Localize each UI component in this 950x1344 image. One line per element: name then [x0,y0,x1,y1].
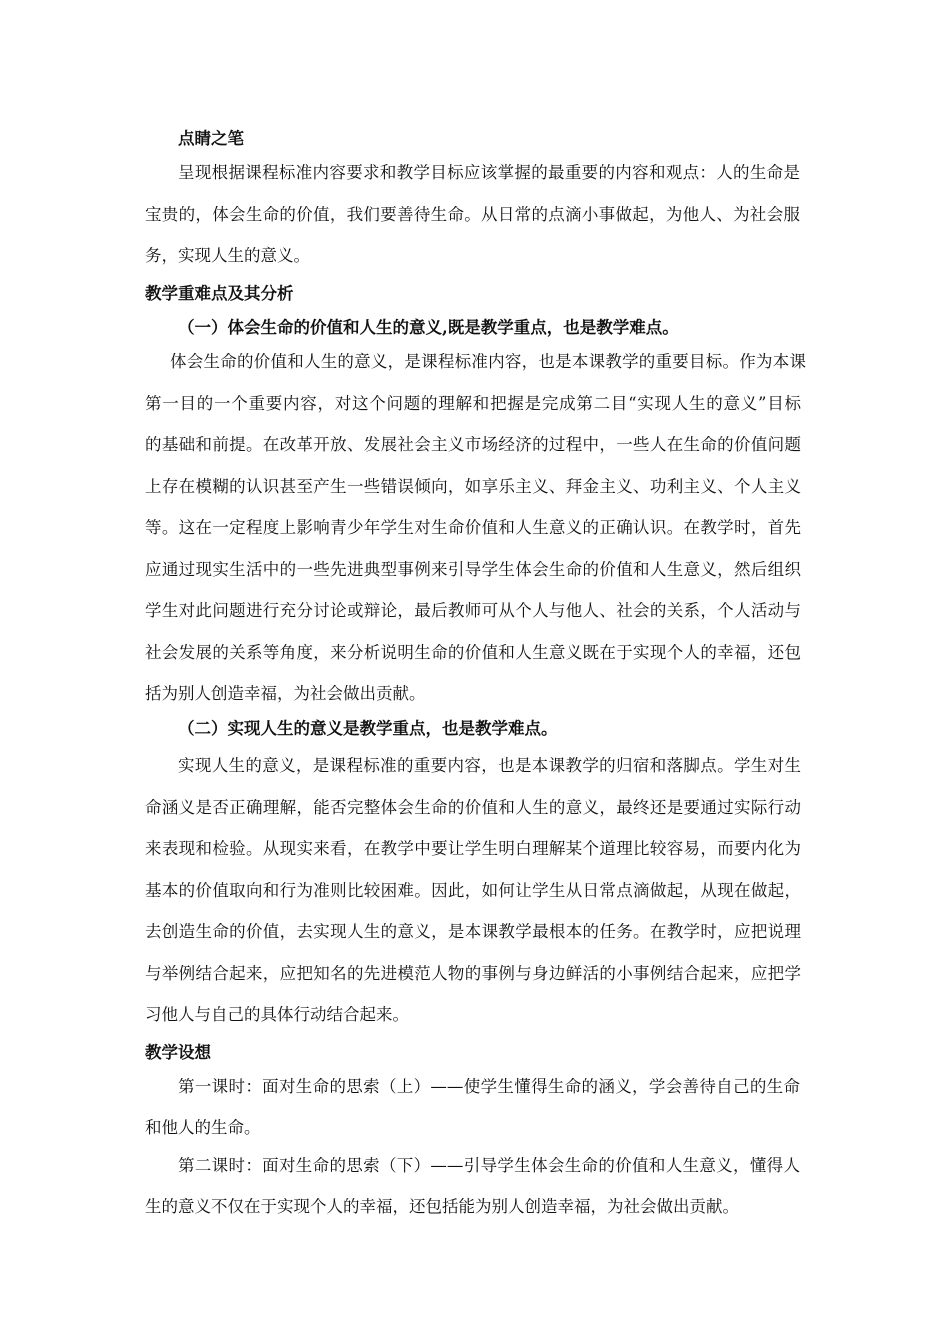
paragraph-line: 上存在模糊的认识甚至产生一些错误倾向，如享乐主义、拜金主义、功利主义、个人主义 [145,477,801,496]
paragraph-line: 社会发展的关系等角度，来分析说明生命的价值和人生意义既在于实现个人的幸福，还包 [145,643,801,662]
paragraph-line: 括为别人创造幸福，为社会做出贡献。 [145,684,426,703]
paragraph-line: 与举例结合起来，应把知名的先进模范人物的事例与身边鲜活的小事例结合起来，应把学 [145,964,801,983]
paragraph-line: 去创造生命的价值，去实现人生的意义，是本课教学最根本的任务。在教学时，应把说理 [145,922,801,941]
paragraph-line: 第一目的一个重要内容，对这个问题的理解和把握是完成第二目“实现人生的意义”目标 [145,394,801,413]
paragraph-line: 习他人与自己的具体行动结合起来。 [145,1005,409,1024]
paragraph-line: 宝贵的，体会生命的价值，我们要善待生命。从日常的点滴小事做起，为他人、为社会服 [145,205,800,224]
lesson-two-line: 生的意义不仅在于实现个人的幸福，还包括能为别人创造幸福，为社会做出贡献。 [145,1197,739,1216]
paragraph-line: 应通过现实生活中的一些先进典型事例来引导学生体会生命的价值和人生意义，然后组织 [145,560,801,579]
subsection-heading-one: （一）体会生命的价值和人生的意义,既是教学重点，也是教学难点。 [178,318,679,337]
section-heading-highlight: 点睛之笔 [178,129,244,148]
paragraph-line: 呈现根据课程标准内容要求和教学目标应该掌握的最重要的内容和观点：人的生命是 [178,163,800,182]
section-heading-key-points: 教学重难点及其分析 [145,284,294,303]
paragraph-line: 实现人生的意义，是课程标准的重要内容，也是本课教学的归宿和落脚点。学生对生 [178,756,801,775]
paragraph-line: 体会生命的价值和人生的意义，是课程标准内容，也是本课教学的重要目标。作为本课 [170,352,806,371]
paragraph-line: 命涵义是否正确理解，能否完整体会生命的价值和人生的意义，最终还是要通过实际行动 [145,798,801,817]
subsection-heading-two: （二）实现人生的意义是教学重点，也是教学难点。 [178,719,558,738]
paragraph-line: 等。这在一定程度上影响青少年学生对生命价值和人生意义的正确认识。在教学时，首先 [145,518,801,537]
section-heading-teaching-plan: 教学设想 [145,1043,211,1062]
paragraph-line: 的基础和前提。在改革开放、发展社会主义市场经济的过程中，一些人在生命的价值问题 [145,435,801,454]
lesson-one-line: 和他人的生命。 [145,1118,261,1137]
paragraph-line: 基本的价值取向和行为准则比较困难。因此，如何让学生从日常点滴做起，从现在做起， [145,881,801,900]
lesson-one-line: 第一课时：面对生命的思索（上）——使学生懂得生命的涵义，学会善待自己的生命 [178,1077,800,1096]
paragraph-line: 务，实现人生的意义。 [145,246,310,265]
paragraph-line: 来表现和检验。从现实来看，在教学中要让学生明白理解某个道理比较容易，而要内化为 [145,839,801,858]
paragraph-line: 学生对此问题进行充分讨论或辩论，最后教师可从个人与他人、社会的关系，个人活动与 [145,601,801,620]
lesson-two-line: 第二课时：面对生命的思索（下）——引导学生体会生命的价值和人生意义，懂得人 [178,1156,800,1175]
